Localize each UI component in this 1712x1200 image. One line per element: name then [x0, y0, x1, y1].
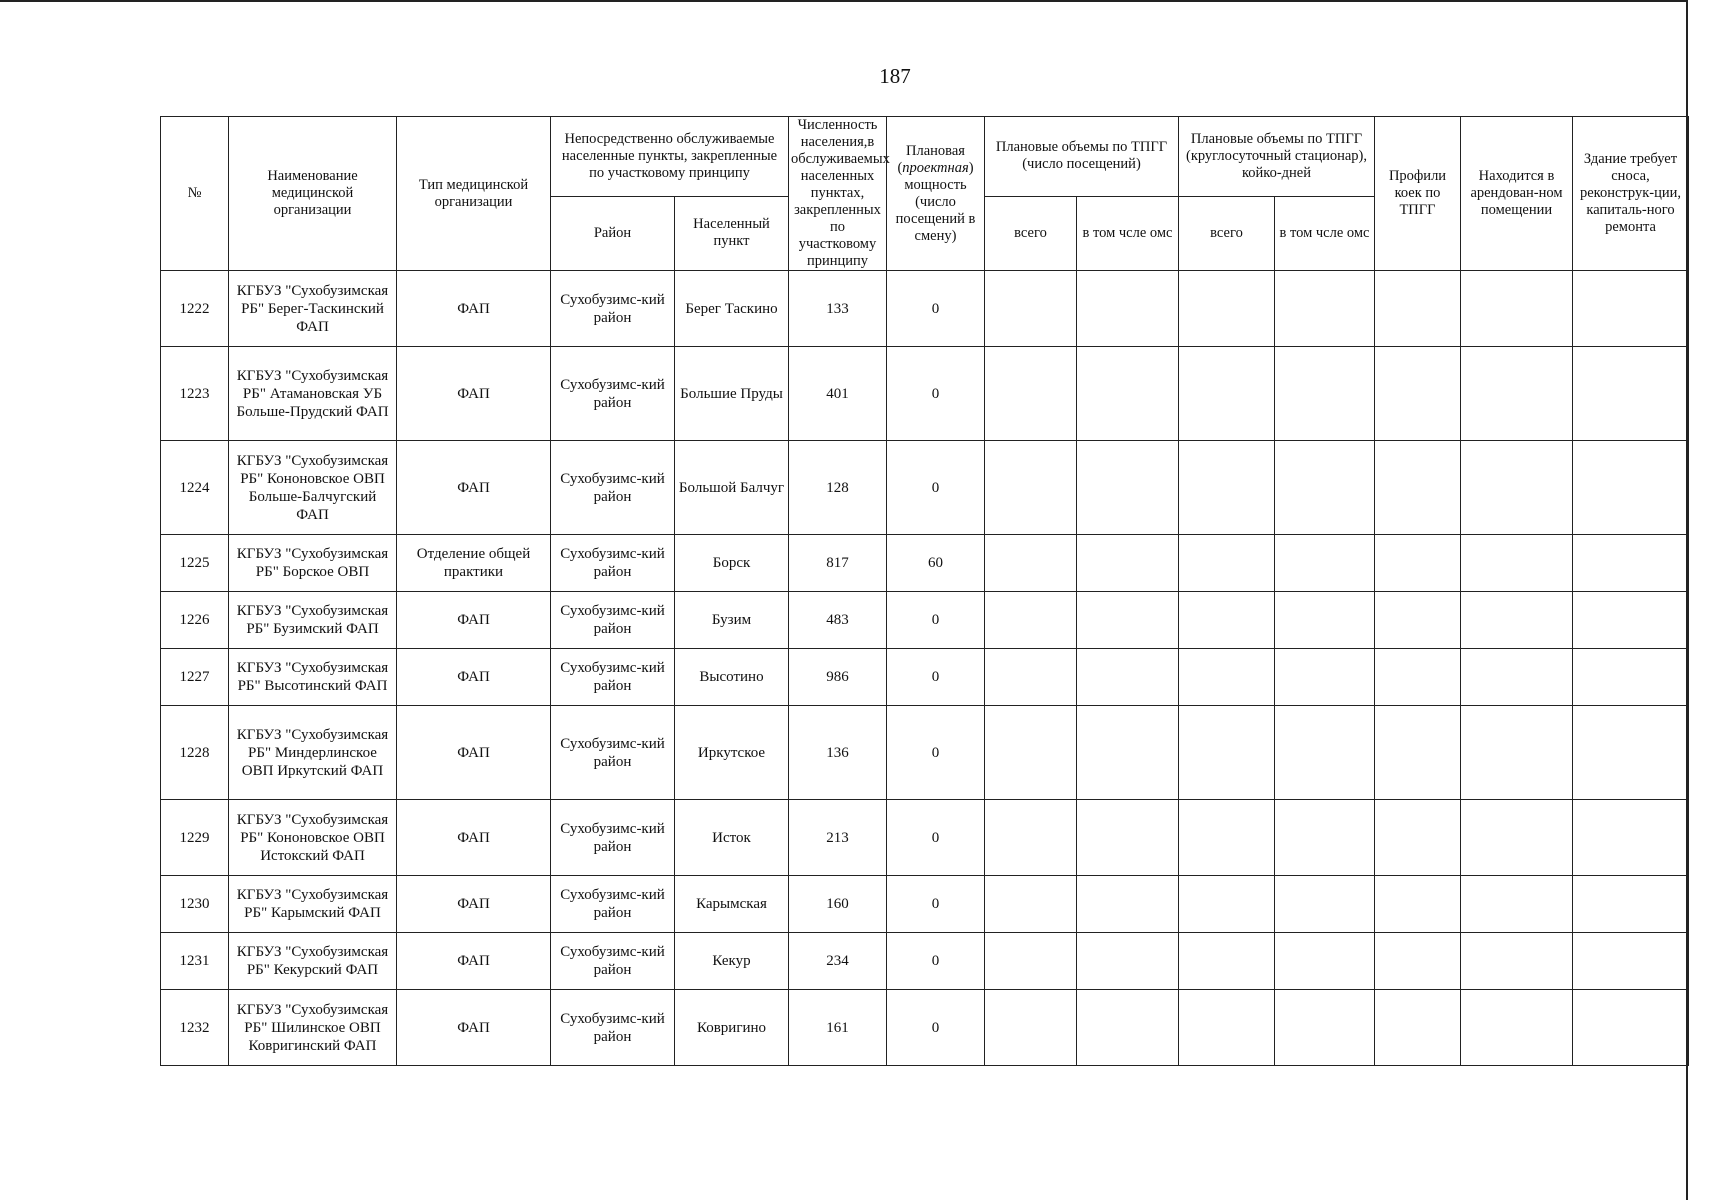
table-row: [161, 990, 1689, 1066]
row-district: Сухобузимс-кий район: [551, 535, 675, 592]
page-number: 187: [879, 64, 911, 88]
row-empty-cell: [1375, 649, 1461, 706]
row-capacity: 0: [887, 347, 985, 441]
row-empty-cell: [1573, 347, 1689, 441]
row-empty-cell: [1461, 706, 1573, 800]
row-empty-cell: [985, 933, 1077, 990]
row-population: 136: [789, 706, 887, 800]
row-population: 133: [789, 271, 887, 347]
row-empty-cell: [1179, 933, 1275, 990]
table-row: [161, 592, 1689, 649]
header-beds-oms: в том чсле омс: [1275, 196, 1375, 270]
row-empty-cell: [1573, 876, 1689, 933]
table-row: [161, 347, 1689, 441]
row-district: Сухобузимс-кий район: [551, 706, 675, 800]
row-empty-cell: [1179, 347, 1275, 441]
row-empty-cell: [1077, 649, 1179, 706]
row-capacity: 0: [887, 990, 985, 1066]
header-served: Непосредственно обслуживаемые населенные пункты, закрепленные по участковому принципу: [551, 117, 789, 197]
row-num: 1224: [161, 441, 229, 535]
header-capacity-c: ) мощность (число посещений в смену): [895, 159, 976, 244]
row-type: ФАП: [397, 800, 551, 876]
row-locality: Берег Таскино: [675, 271, 789, 347]
row-num: 1228: [161, 706, 229, 800]
header-type: Тип медицинской организации: [397, 117, 551, 271]
header-num: №: [161, 117, 229, 271]
row-district: Сухобузимс-кий район: [551, 592, 675, 649]
row-district: Сухобузимс-кий район: [551, 990, 675, 1066]
facilities-table: [160, 116, 1689, 1066]
table-row: [161, 271, 1689, 347]
row-empty-cell: [1077, 271, 1179, 347]
row-district: Сухобузимс-кий район: [551, 933, 675, 990]
row-capacity: 0: [887, 271, 985, 347]
row-empty-cell: [1275, 990, 1375, 1066]
row-empty-cell: [1179, 592, 1275, 649]
table-row: [161, 933, 1689, 990]
row-district: Сухобузимс-кий район: [551, 347, 675, 441]
row-empty-cell: [1461, 649, 1573, 706]
row-type: ФАП: [397, 347, 551, 441]
row-name: КГБУЗ "Сухобузимская РБ" Кекурский ФАП: [229, 933, 397, 990]
row-population: 234: [789, 933, 887, 990]
row-empty-cell: [1573, 706, 1689, 800]
header-name: Наименование медицинской организации: [229, 117, 397, 271]
row-empty-cell: [1461, 535, 1573, 592]
row-empty-cell: [985, 990, 1077, 1066]
row-name: КГБУЗ "Сухобузимская РБ" Высотинский ФАП: [229, 649, 397, 706]
row-district: Сухобузимс-кий район: [551, 876, 675, 933]
row-empty-cell: [1275, 933, 1375, 990]
row-capacity: 0: [887, 706, 985, 800]
row-empty-cell: [1275, 649, 1375, 706]
header-locality: Населенный пункт: [675, 196, 789, 270]
table-row: [161, 535, 1689, 592]
row-capacity: 0: [887, 876, 985, 933]
row-empty-cell: [1077, 441, 1179, 535]
row-empty-cell: [1375, 990, 1461, 1066]
row-empty-cell: [1573, 990, 1689, 1066]
row-locality: Борск: [675, 535, 789, 592]
row-empty-cell: [1275, 800, 1375, 876]
row-type: ФАП: [397, 706, 551, 800]
row-locality: Бузим: [675, 592, 789, 649]
row-empty-cell: [985, 535, 1077, 592]
row-empty-cell: [1179, 800, 1275, 876]
row-name: КГБУЗ "Сухобузимская РБ" Борское ОВП: [229, 535, 397, 592]
row-empty-cell: [1375, 592, 1461, 649]
row-empty-cell: [1275, 347, 1375, 441]
row-empty-cell: [1275, 706, 1375, 800]
table-row: [161, 876, 1689, 933]
header-capacity: [887, 117, 985, 271]
row-empty-cell: [985, 592, 1077, 649]
row-empty-cell: [1077, 535, 1179, 592]
row-population: 213: [789, 800, 887, 876]
row-empty-cell: [1573, 592, 1689, 649]
row-population: 817: [789, 535, 887, 592]
row-empty-cell: [1179, 706, 1275, 800]
row-empty-cell: [1375, 347, 1461, 441]
table-row: [161, 800, 1689, 876]
row-num: 1232: [161, 990, 229, 1066]
row-empty-cell: [1573, 649, 1689, 706]
row-name: КГБУЗ "Сухобузимская РБ" Кононовское ОВП Больше-Балчугский ФАП: [229, 441, 397, 535]
row-capacity: 0: [887, 649, 985, 706]
header-capacity-a: Плановая (: [897, 142, 965, 176]
table-row: [161, 441, 1689, 535]
row-type: Отделение общей практики: [397, 535, 551, 592]
row-empty-cell: [1179, 990, 1275, 1066]
row-capacity: 0: [887, 592, 985, 649]
row-empty-cell: [1461, 347, 1573, 441]
row-num: 1230: [161, 876, 229, 933]
row-type: ФАП: [397, 592, 551, 649]
row-empty-cell: [1461, 271, 1573, 347]
table-row: [161, 649, 1689, 706]
row-locality: Ковригино: [675, 990, 789, 1066]
row-locality: Исток: [675, 800, 789, 876]
row-empty-cell: [1077, 990, 1179, 1066]
row-empty-cell: [1077, 933, 1179, 990]
row-locality: Кекур: [675, 933, 789, 990]
row-type: ФАП: [397, 876, 551, 933]
row-name: КГБУЗ "Сухобузимская РБ" Бузимский ФАП: [229, 592, 397, 649]
row-locality: Большие Пруды: [675, 347, 789, 441]
row-empty-cell: [1375, 876, 1461, 933]
row-empty-cell: [1375, 933, 1461, 990]
row-district: Сухобузимс-кий район: [551, 649, 675, 706]
row-num: 1229: [161, 800, 229, 876]
row-empty-cell: [985, 800, 1077, 876]
row-empty-cell: [1461, 800, 1573, 876]
row-name: КГБУЗ "Сухобузимская РБ" Карымский ФАП: [229, 876, 397, 933]
row-num: 1225: [161, 535, 229, 592]
row-num: 1226: [161, 592, 229, 649]
row-locality: Высотино: [675, 649, 789, 706]
header-district: Район: [551, 196, 675, 270]
row-empty-cell: [1461, 933, 1573, 990]
header-beds-total: всего: [1179, 196, 1275, 270]
header-demolition: Здание требует сноса, реконструк-ции, капиталь-ного ремонта: [1573, 117, 1689, 271]
row-population: 483: [789, 592, 887, 649]
row-empty-cell: [1573, 535, 1689, 592]
row-empty-cell: [1375, 271, 1461, 347]
row-num: 1231: [161, 933, 229, 990]
row-empty-cell: [1077, 800, 1179, 876]
row-name: КГБУЗ "Сухобузимская РБ" Миндерлинское ОВП Иркутский ФАП: [229, 706, 397, 800]
header-beds: Плановые объемы по ТПГГ (круглосуточный стационар), койко-дней: [1179, 117, 1375, 197]
row-empty-cell: [985, 271, 1077, 347]
row-num: 1222: [161, 271, 229, 347]
row-empty-cell: [1179, 649, 1275, 706]
row-empty-cell: [1179, 271, 1275, 347]
row-name: КГБУЗ "Сухобузимская РБ" Шилинское ОВП Ковригинский ФАП: [229, 990, 397, 1066]
row-empty-cell: [1461, 876, 1573, 933]
row-capacity: 0: [887, 933, 985, 990]
row-locality: Большой Балчуг: [675, 441, 789, 535]
row-locality: Карымская: [675, 876, 789, 933]
row-empty-cell: [1461, 990, 1573, 1066]
row-empty-cell: [1461, 441, 1573, 535]
row-empty-cell: [1375, 706, 1461, 800]
row-population: 986: [789, 649, 887, 706]
header-visits-oms: в том чсле омс: [1077, 196, 1179, 270]
row-district: Сухобузимс-кий район: [551, 271, 675, 347]
row-empty-cell: [1573, 800, 1689, 876]
row-type: ФАП: [397, 933, 551, 990]
row-empty-cell: [1275, 271, 1375, 347]
row-empty-cell: [985, 706, 1077, 800]
row-district: Сухобузимс-кий район: [551, 441, 675, 535]
row-empty-cell: [1179, 876, 1275, 933]
row-empty-cell: [1077, 876, 1179, 933]
row-type: ФАП: [397, 271, 551, 347]
row-population: 160: [789, 876, 887, 933]
row-empty-cell: [985, 649, 1077, 706]
row-num: 1227: [161, 649, 229, 706]
header-visits: Плановые объемы по ТПГГ (число посещений): [985, 117, 1179, 197]
row-empty-cell: [1461, 592, 1573, 649]
row-name: КГБУЗ "Сухобузимская РБ" Кононовское ОВП Истокский ФАП: [229, 800, 397, 876]
row-name: КГБУЗ "Сухобузимская РБ" Берег-Таскинский ФАП: [229, 271, 397, 347]
row-capacity: 60: [887, 535, 985, 592]
row-empty-cell: [985, 876, 1077, 933]
row-type: ФАП: [397, 990, 551, 1066]
row-empty-cell: [1275, 592, 1375, 649]
row-empty-cell: [985, 441, 1077, 535]
header-population: Численность населения,в обслуживаемых населенных пунктах, закрепленных по участковому принципу: [789, 117, 887, 271]
row-population: 401: [789, 347, 887, 441]
row-empty-cell: [1179, 535, 1275, 592]
row-num: 1223: [161, 347, 229, 441]
row-empty-cell: [1375, 441, 1461, 535]
row-empty-cell: [1179, 441, 1275, 535]
row-empty-cell: [1375, 535, 1461, 592]
row-type: ФАП: [397, 441, 551, 535]
row-empty-cell: [985, 347, 1077, 441]
row-type: ФАП: [397, 649, 551, 706]
row-empty-cell: [1275, 441, 1375, 535]
row-empty-cell: [1077, 347, 1179, 441]
row-empty-cell: [1375, 800, 1461, 876]
row-empty-cell: [1573, 271, 1689, 347]
row-empty-cell: [1275, 535, 1375, 592]
row-name: КГБУЗ "Сухобузимская РБ" Атамановская УБ Больше-Прудский ФАП: [229, 347, 397, 441]
row-empty-cell: [1077, 706, 1179, 800]
row-empty-cell: [1573, 933, 1689, 990]
row-empty-cell: [1275, 876, 1375, 933]
table-row: [161, 706, 1689, 800]
row-population: 128: [789, 441, 887, 535]
header-bed-profiles: Профили коек по ТПГГ: [1375, 117, 1461, 271]
row-capacity: 0: [887, 800, 985, 876]
row-district: Сухобузимс-кий район: [551, 800, 675, 876]
header-rented: Находится в арендован-ном помещении: [1461, 117, 1573, 271]
row-empty-cell: [1077, 592, 1179, 649]
row-capacity: 0: [887, 441, 985, 535]
row-locality: Иркутское: [675, 706, 789, 800]
header-capacity-b: проектная: [902, 159, 969, 176]
row-empty-cell: [1573, 441, 1689, 535]
header-visits-total: всего: [985, 196, 1077, 270]
row-population: 161: [789, 990, 887, 1066]
